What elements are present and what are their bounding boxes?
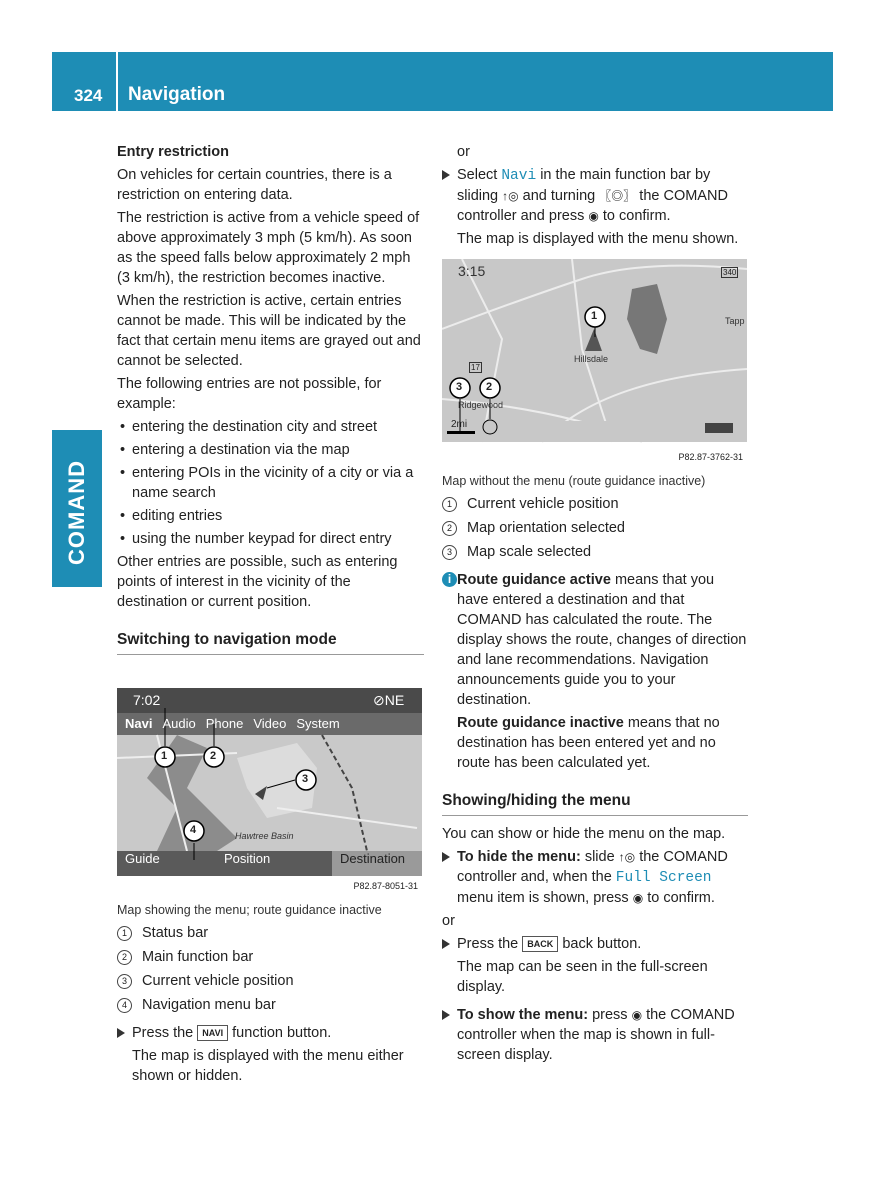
step-result: The map is displayed with the menu shown. [457, 231, 739, 247]
map-screenshot-without-menu [442, 259, 747, 464]
callout-2: 2 [486, 381, 493, 393]
figure-reference: P82.87-8051-31 [353, 881, 418, 891]
list-item: • editing entries [117, 506, 424, 526]
callout-4: 4 [190, 824, 197, 836]
status-time: 7:02 [133, 692, 161, 708]
arrow-icon [117, 1028, 125, 1038]
paragraph: When the restriction is active, certain entries cannot be made. This will be indicated by the fact that certain menu items are grayed out and cannot be selected. [117, 293, 421, 369]
callout-1: 1 [161, 750, 168, 762]
or-text: or [442, 913, 455, 929]
highway-shield-icon: 17 [471, 363, 480, 372]
list-item: • using the number keypad for direct entry [117, 529, 424, 549]
legend-item: 1 Status bar [117, 923, 424, 943]
arrow-icon [442, 852, 450, 862]
left-column [117, 142, 424, 663]
figure-reference: P82.87-3762-31 [678, 452, 743, 462]
right-column-lower [442, 471, 748, 1068]
legend-item: 3 Current vehicle position [117, 971, 424, 991]
list-item: • entering the destination city and street [117, 417, 424, 437]
map-label: Hawtree Basin [235, 831, 294, 841]
step-result: The map can be seen in the full-screen display. [457, 959, 708, 995]
callout-3: 3 [456, 381, 463, 393]
paragraph: The restriction is active from a vehicle speed of above approximately 3 mph (5 km/h). As soon as the speed falls below approximately 2 mph (3 km/h), the restriction becomes inactive. [117, 210, 420, 286]
menu-audio: Audio [162, 716, 196, 731]
page-number: 324 [74, 86, 103, 105]
press-icon: ◉ [632, 891, 644, 905]
instruction-step: To show the menu: press ◉ the COMAND controller when the map is shown in full-screen display. [442, 1005, 748, 1065]
section-title: Navigation [128, 84, 226, 105]
instruction-step: Press the NAVI function button. [117, 1023, 424, 1043]
back-key-icon: BACK [522, 936, 558, 952]
callout-3: 3 [302, 773, 309, 785]
menu-video: Video [253, 716, 287, 731]
map-screenshot-with-menu [117, 688, 422, 893]
info-icon: i [442, 572, 457, 587]
arrow-icon [442, 1010, 450, 1020]
step-result: The map is displayed with the menu either shown or hidden. [132, 1048, 404, 1084]
compass-icon-label: ⊘NE [373, 692, 405, 708]
paragraph: Other entries are possible, such as entering points of interest in the vicinity of the destination or current position. [117, 554, 398, 610]
nav-menu-guide: Guide [125, 851, 160, 866]
nav-menu-destination: Destination [340, 851, 406, 866]
menu-phone: Phone [205, 716, 244, 731]
status-time: 3:15 [458, 263, 486, 279]
town-label: Tapp [725, 316, 745, 326]
town-label: Ridgewood [458, 400, 504, 410]
showing-hiding-heading: Showing/hiding the menu [442, 791, 748, 816]
compass-icon: ⊘ [373, 692, 385, 708]
info-note-continued: Route guidance inactive means that no destination has been entered yet and no route has been calculated yet. [457, 715, 720, 771]
info-note: i Route guidance active means that you have entered a destination and that COMAND has calculated the route. The display shows the route, changes of direction and lane recommendations. Navigation announcements guide you to your destination. [442, 570, 748, 710]
right-column [442, 142, 748, 252]
switching-heading: Switching to navigation mode [117, 630, 424, 655]
callout-2: 2 [210, 750, 217, 762]
paragraph: On vehicles for certain countries, there is a restriction on entering data. [117, 167, 392, 203]
legend-item: 1 Current vehicle position [442, 494, 748, 514]
left-column-lower [117, 900, 424, 1089]
instruction-step: Press the BACK back button. [442, 934, 748, 954]
instruction-step: Select Navi in the main function bar by sliding ↑◎ and turning 〖◎〗 the COMAND controller and press ◉ to confirm. [442, 165, 748, 226]
instruction-step: To hide the menu: slide ↑◎ the COMAND controller and, when the Full Screen menu item is shown, press ◉ to confirm. [442, 847, 748, 908]
figure-caption: Map showing the menu; route guidance inactive [117, 903, 382, 917]
map-scale: 2mi [451, 419, 468, 430]
highway-shield-icon: 340 [723, 268, 737, 277]
press-icon: ◉ [631, 1008, 643, 1022]
arrow-icon [442, 939, 450, 949]
menu-system: System [296, 716, 340, 731]
paragraph: You can show or hide the menu on the map. [442, 826, 726, 842]
paragraph: The following entries are not possible, for example: [117, 376, 382, 412]
slide-up-icon: ↑◎ [618, 850, 636, 864]
menu-navi: Navi [125, 716, 153, 731]
main-function-bar [125, 716, 340, 731]
legend-item: 3 Map scale selected [442, 542, 748, 562]
turn-icon: 〖◎〗 [599, 189, 636, 203]
town-label: Hillsdale [574, 354, 609, 364]
arrow-icon [442, 170, 450, 180]
or-text: or [457, 144, 470, 160]
list-item: • entering a destination via the map [117, 440, 424, 460]
nav-menu-position: Position [224, 851, 271, 866]
legend-item: 2 Main function bar [117, 947, 424, 967]
legend-item: 2 Map orientation selected [442, 518, 748, 538]
header-divider [116, 52, 118, 111]
side-tab-label: COMAND [64, 460, 89, 565]
callout-1: 1 [591, 310, 598, 322]
slide-up-icon: ↑◎ [502, 189, 519, 203]
figure-caption: Map without the menu (route guidance inactive) [442, 474, 706, 488]
press-icon: ◉ [588, 209, 599, 223]
list-item: • entering POIs in the vicinity of a city or via a name search [117, 463, 424, 503]
navi-key-icon: NAVI [197, 1025, 228, 1041]
entry-restriction-heading: Entry restriction [117, 144, 229, 160]
legend-item: 4 Navigation menu bar [117, 995, 424, 1015]
